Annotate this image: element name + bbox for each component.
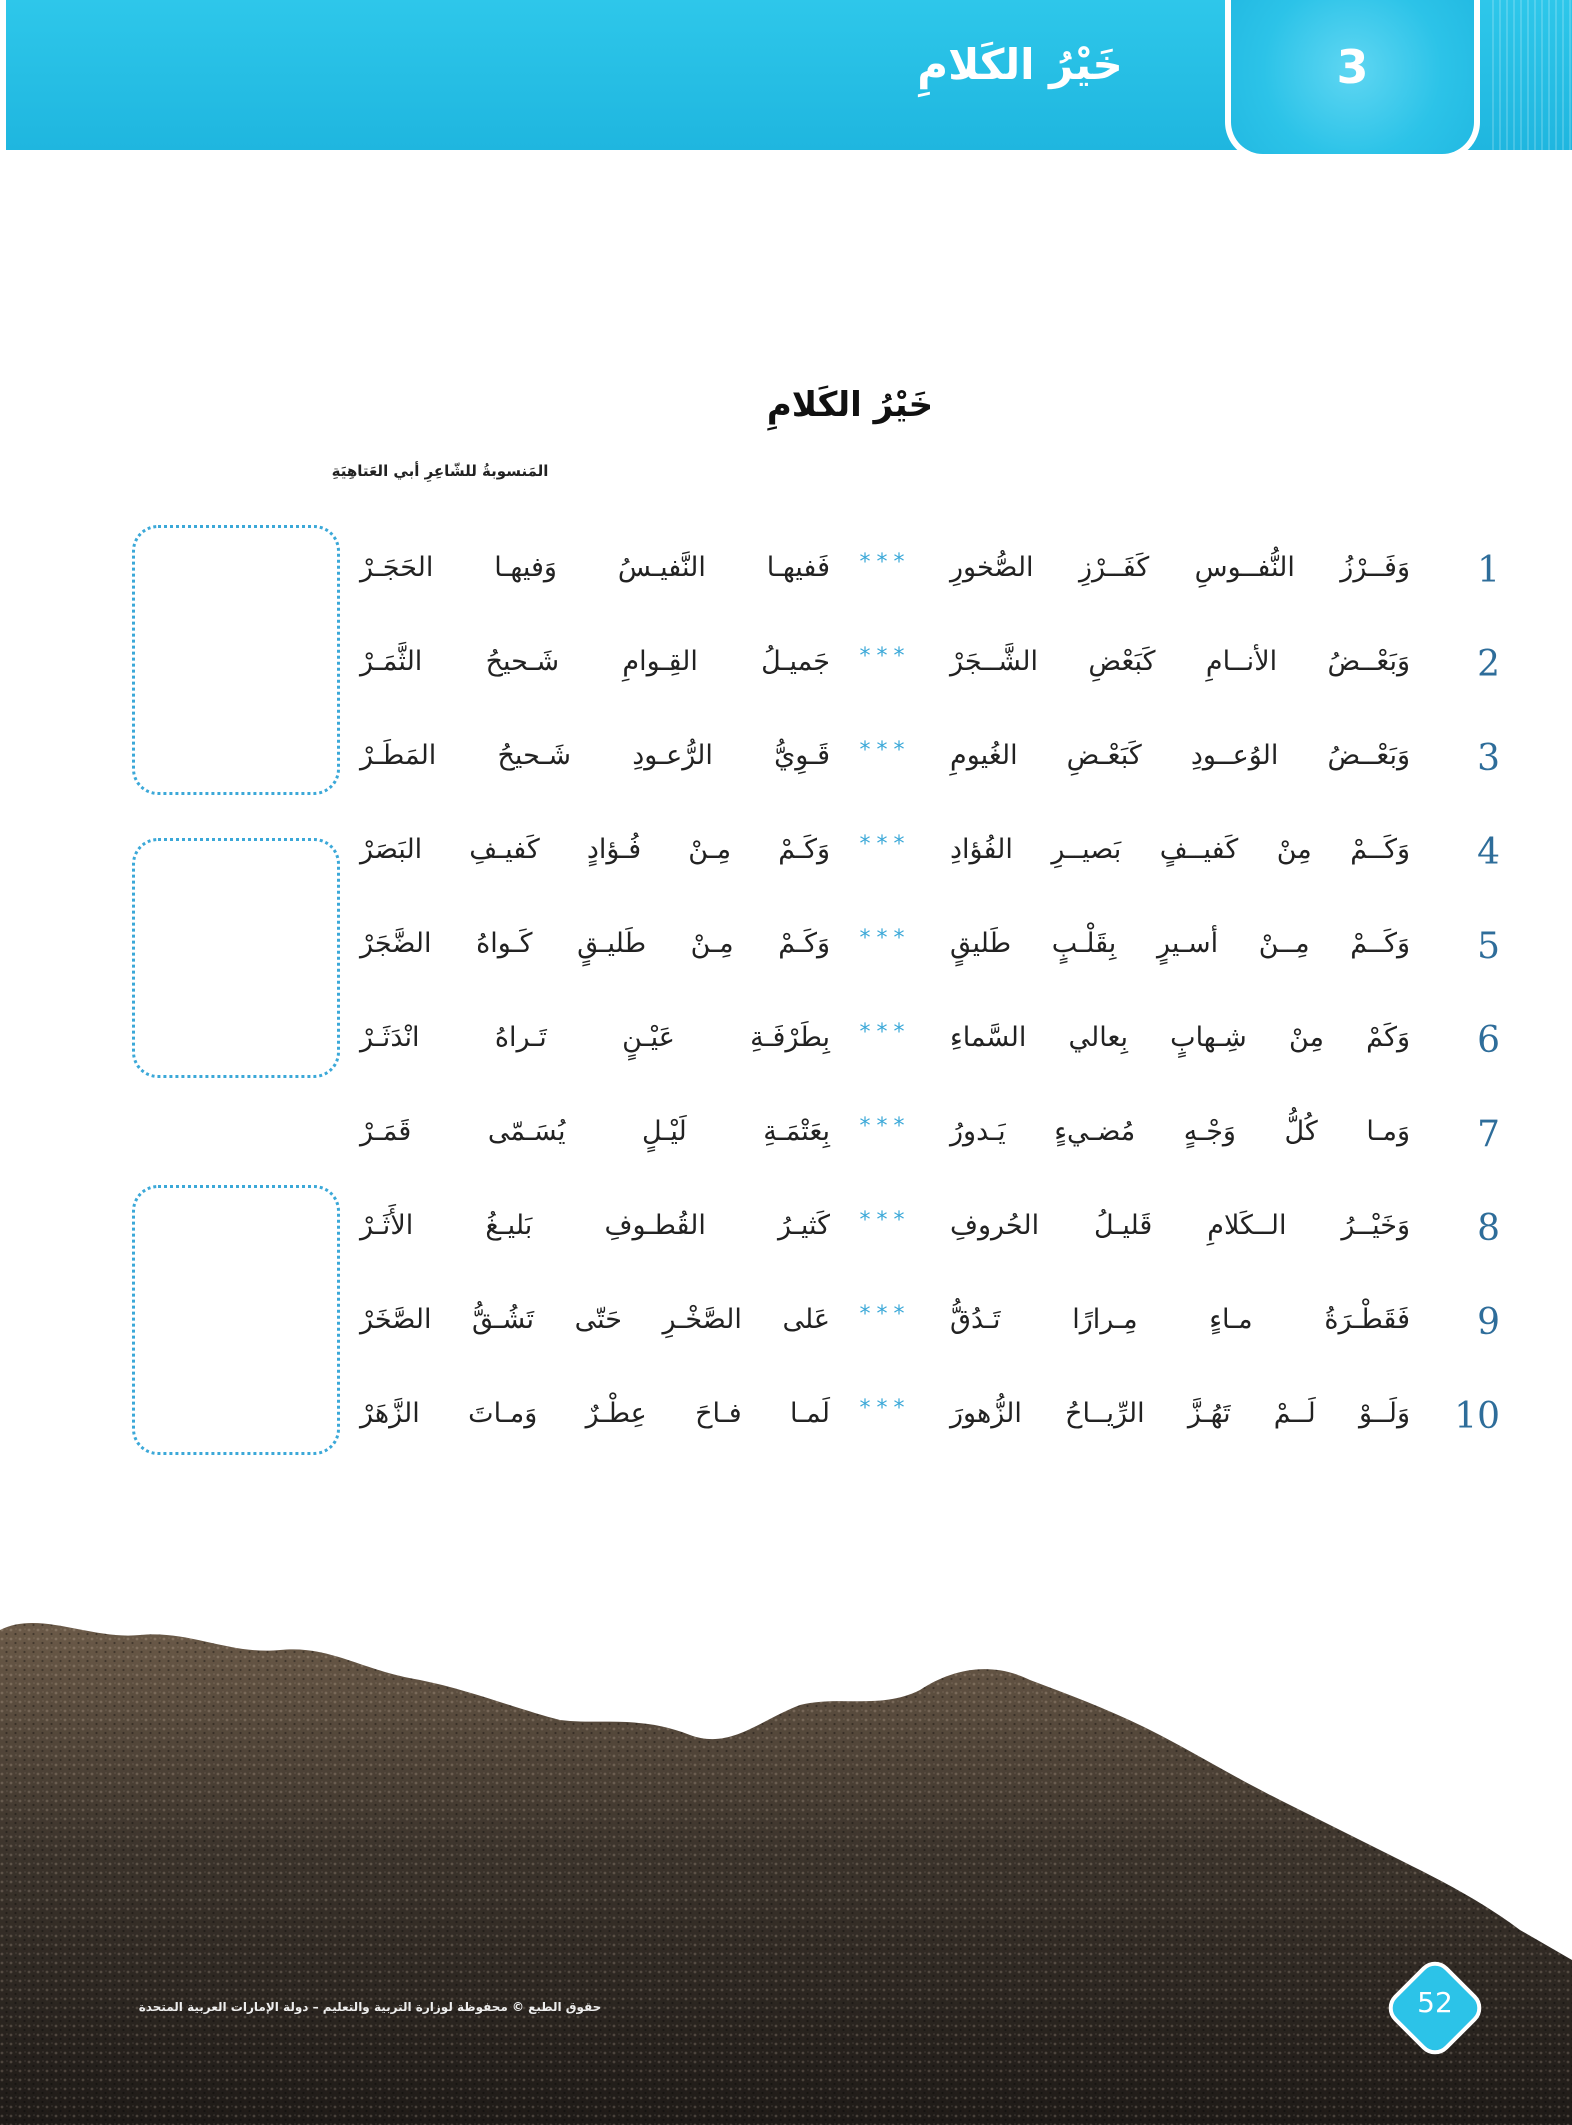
verse-second-hemistich: جَميـلُ القِـوامِ شَـحيحُ الثَّمَـرْ	[360, 646, 830, 677]
verse-separator: ***	[859, 832, 911, 857]
chapter-title: خَيْرُ الكَلامِ	[917, 40, 1123, 89]
verse-separator: ***	[859, 1208, 911, 1233]
verse-first-hemistich: وَلَــوْ لَــمْ تَهُـزَّ الرِّيــاحُ الزُّهورَ	[950, 1398, 1410, 1429]
verse-second-hemistich: عَلى الصَّخْـرِ حَتّى تَشُـقُّ الصَّخَرْ	[360, 1304, 830, 1335]
verse-first-hemistich: وَبَعْــضُ الأنــامِ كَبَعْضِ الشَّــجَرْ	[950, 646, 1410, 677]
verse-number: 9	[1477, 1302, 1500, 1343]
verse-separator: ***	[859, 926, 911, 951]
verse-second-hemistich: قَـوِيُّ الرُّعـودِ شَـحيحُ المَطَـرْ	[360, 740, 830, 771]
verse-separator: ***	[859, 1020, 911, 1045]
verse-line	[360, 550, 1500, 610]
verse-number: 10	[1454, 1396, 1500, 1437]
verse-separator: ***	[859, 1396, 911, 1421]
page-number: 52	[1417, 1986, 1453, 2019]
chapter-number-tab	[1225, 0, 1480, 160]
soil-image	[0, 1600, 1572, 2125]
chapter-number: 3	[1336, 40, 1369, 94]
verse-first-hemistich: وَكَــمْ مِنْ كَفيــفٍ بَصيــرِ الفُؤادِ	[950, 834, 1410, 865]
banner-texture	[1492, 0, 1572, 150]
note-box-3[interactable]	[132, 1185, 340, 1455]
verse-line	[360, 1208, 1500, 1268]
verse-second-hemistich: كَثيـرُ القُطـوفِ بَليـغُ الأَثَـرْ	[360, 1210, 830, 1241]
verse-number: 6	[1477, 1020, 1500, 1061]
copyright-notice: حقوق الطبع © محفوظة لوزارة التربية والتعليم – دولة الإمارات العربية المتحدة	[138, 2000, 602, 2014]
verse-second-hemistich: فَفيهـا النَّفيـسُ وَفيهـا الحَجَـرْ	[360, 552, 830, 583]
verse-second-hemistich: لَمـا فـاحَ عِطْـرٌ وَمـاتَ الزَّهَرْ	[360, 1398, 830, 1429]
poem-title: خَيْرُ الكَلامِ	[766, 385, 934, 425]
verse-second-hemistich: بِعَتْمَـةِ لَيْـلٍ يُسَـمّى قَمَـرْ	[360, 1116, 830, 1147]
verse-number: 1	[1477, 550, 1500, 591]
verse-first-hemistich: وَفَــرْزُ النُّفــوسِ كَفَــرْزِ الصُّخورِ	[950, 552, 1410, 583]
verse-line	[360, 1302, 1500, 1362]
verse-second-hemistich: بِطَرْفَـةِ عَيْـنٍ تَـراهُ انْدَثَـرْ	[360, 1022, 830, 1053]
verse-line	[360, 644, 1500, 704]
verse-line	[360, 926, 1500, 986]
verse-line	[360, 832, 1500, 892]
verse-number: 8	[1477, 1208, 1500, 1249]
verse-separator: ***	[859, 644, 911, 669]
verse-separator: ***	[859, 550, 911, 575]
verse-line	[360, 738, 1500, 798]
verse-number: 3	[1477, 738, 1500, 779]
verse-first-hemistich: وَمـا كُلُّ وَجْـهٍ مُضـيءٍ يَـدورُ	[950, 1116, 1410, 1147]
note-box-2[interactable]	[132, 838, 340, 1078]
verse-separator: ***	[859, 738, 911, 763]
verse-first-hemistich: وَكَمْ مِنْ شِـهابٍ بِعالي السَّماءِ	[950, 1022, 1410, 1053]
verse-second-hemistich: وَكَـمْ مِـنْ طَليـقٍ كَـواهُ الضَّجَرْ	[360, 928, 830, 959]
poem-attribution: المَنسوبةُ للشّاعِرِ أبي العَتاهِيَةِ	[331, 462, 549, 480]
verse-first-hemistich: وَخَيْــرُ الــكَلامِ قَليـلُ الحُروفِ	[950, 1210, 1410, 1241]
note-box-1[interactable]	[132, 525, 340, 795]
verse-number: 5	[1477, 926, 1500, 967]
page-number-badge	[1385, 1958, 1485, 2058]
verse-first-hemistich: وَبَعْــضُ الوُعــودِ كَبَعْـضِ الغُيومِ	[950, 740, 1410, 771]
verse-line	[360, 1396, 1500, 1456]
verse-separator: ***	[859, 1302, 911, 1327]
verse-second-hemistich: وَكَـمْ مِـنْ فُـؤادٍ كَفيـفِ البَصَرْ	[360, 834, 830, 865]
verse-line	[360, 1020, 1500, 1080]
verse-number: 2	[1477, 644, 1500, 685]
verse-first-hemistich: وَكَــمْ مِــنْ أسـيرٍ بِقَلْـبٍ طَليقٍ	[950, 928, 1410, 959]
verse-line	[360, 1114, 1500, 1174]
verse-number: 7	[1477, 1114, 1500, 1155]
verse-first-hemistich: فَقَطْـرَةُ مـاءٍ مِـرارًا تَـدُقُّ	[950, 1304, 1410, 1335]
verse-number: 4	[1477, 832, 1500, 873]
verse-separator: ***	[859, 1114, 911, 1139]
